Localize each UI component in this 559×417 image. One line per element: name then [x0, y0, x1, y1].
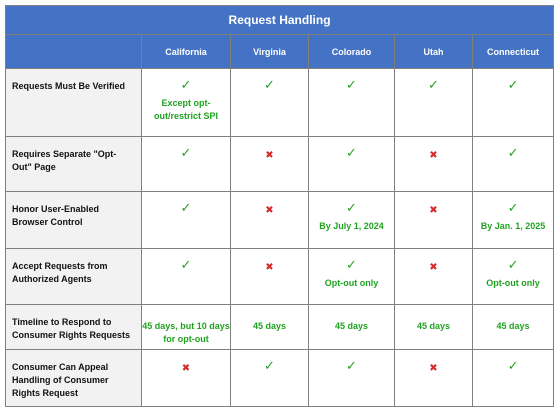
cell-connecticut: [473, 69, 554, 137]
cell-colorado: [309, 192, 395, 249]
cell-california: [142, 350, 231, 407]
table-title: Request Handling: [6, 6, 554, 35]
checkmark-icon: ✓: [346, 200, 357, 215]
checkmark-icon: ✓: [180, 257, 192, 272]
column-header-colorado: Colorado: [309, 35, 395, 69]
request-handling-table: [5, 5, 554, 407]
row-label: Timeline to Respond to Consumer Rights Requests: [6, 305, 142, 350]
timeline-text: 45 days: [496, 321, 530, 331]
cross-icon: ✖: [429, 262, 438, 273]
cell-virginia: [231, 350, 309, 407]
cross-icon: ✖: [265, 262, 274, 273]
cell-virginia: [231, 249, 309, 305]
row-label: Consumer Can Appeal Handling of Consumer Rights Request: [6, 350, 142, 407]
checkmark-icon: ✓: [346, 358, 357, 373]
checkmark-icon: ✓: [346, 145, 357, 160]
cell-connecticut: [473, 192, 554, 249]
column-header-utah: Utah: [395, 35, 473, 69]
cell-virginia: [231, 69, 309, 137]
table-row: [6, 69, 554, 137]
cell-connecticut: [473, 350, 554, 407]
column-header-california: California: [142, 35, 231, 69]
timeline-text: 45 days: [416, 321, 451, 331]
cell-connecticut: [473, 137, 554, 192]
row-label: Accept Requests from Authorized Agents: [6, 249, 142, 305]
cell-california: [142, 69, 231, 137]
cross-icon: ✖: [265, 150, 274, 161]
checkmark-icon: ✓: [507, 77, 519, 92]
checkmark-icon: ✓: [507, 200, 519, 215]
checkmark-icon: ✓: [507, 145, 519, 160]
checkmark-icon: ✓: [507, 358, 519, 373]
checkmark-icon: ✓: [346, 257, 357, 272]
checkmark-icon: ✓: [428, 77, 439, 92]
cross-icon: ✖: [429, 150, 438, 161]
checkmark-icon: ✓: [180, 77, 192, 92]
cell-california: [142, 192, 231, 249]
column-header-connecticut: Connecticut: [473, 35, 554, 69]
cell-note: Opt-out only: [486, 278, 540, 288]
table-row: [6, 249, 554, 305]
table-row: [6, 305, 554, 350]
cell-utah: [395, 249, 473, 305]
cell-virginia: [231, 192, 309, 249]
cell-note: Except opt-out/restrict SPI: [153, 98, 218, 121]
timeline-text: 45 days: [252, 321, 287, 331]
cell-note: By July 1, 2024: [319, 221, 384, 231]
cell-utah: [395, 137, 473, 192]
cross-icon: ✖: [265, 205, 274, 216]
row-label: Requires Separate "Opt-Out" Page: [6, 137, 142, 192]
cell-colorado: [309, 350, 395, 407]
cell-utah: [395, 192, 473, 249]
table-row: [6, 350, 554, 407]
checkmark-icon: ✓: [264, 77, 275, 92]
cell-note: By Jan. 1, 2025: [480, 221, 546, 231]
row-label: Honor User-Enabled Browser Control: [6, 192, 142, 249]
column-header-virginia: Virginia: [231, 35, 309, 69]
cross-icon: ✖: [181, 363, 191, 374]
cell-connecticut: [473, 305, 554, 350]
checkmark-icon: ✓: [507, 257, 519, 272]
cross-icon: ✖: [429, 363, 438, 374]
cross-icon: ✖: [429, 205, 438, 216]
cell-colorado: [309, 69, 395, 137]
cell-virginia: [231, 305, 309, 350]
cell-utah: [395, 305, 473, 350]
cell-connecticut: [473, 249, 554, 305]
cell-utah: [395, 350, 473, 407]
cell-colorado: [309, 137, 395, 192]
cell-california: [142, 137, 231, 192]
cell-note: Opt-out only: [324, 278, 379, 288]
checkmark-icon: ✓: [346, 77, 357, 92]
table-row: [6, 137, 554, 192]
cell-california: [142, 249, 231, 305]
cell-utah: [395, 69, 473, 137]
cell-colorado: [309, 249, 395, 305]
checkmark-icon: ✓: [180, 200, 192, 215]
cell-colorado: [309, 305, 395, 350]
checkmark-icon: ✓: [180, 145, 192, 160]
timeline-text: 45 days: [334, 321, 369, 331]
corner-header: [6, 35, 142, 69]
table-row: [6, 192, 554, 249]
row-label: Requests Must Be Verified: [6, 69, 142, 137]
request-handling-table-wrapper: [5, 5, 553, 407]
column-header-row: [6, 35, 554, 69]
checkmark-icon: ✓: [264, 358, 275, 373]
cell-california: [142, 305, 231, 350]
cell-virginia: [231, 137, 309, 192]
timeline-text: 45 days, but 10 days for opt-out: [142, 321, 230, 344]
